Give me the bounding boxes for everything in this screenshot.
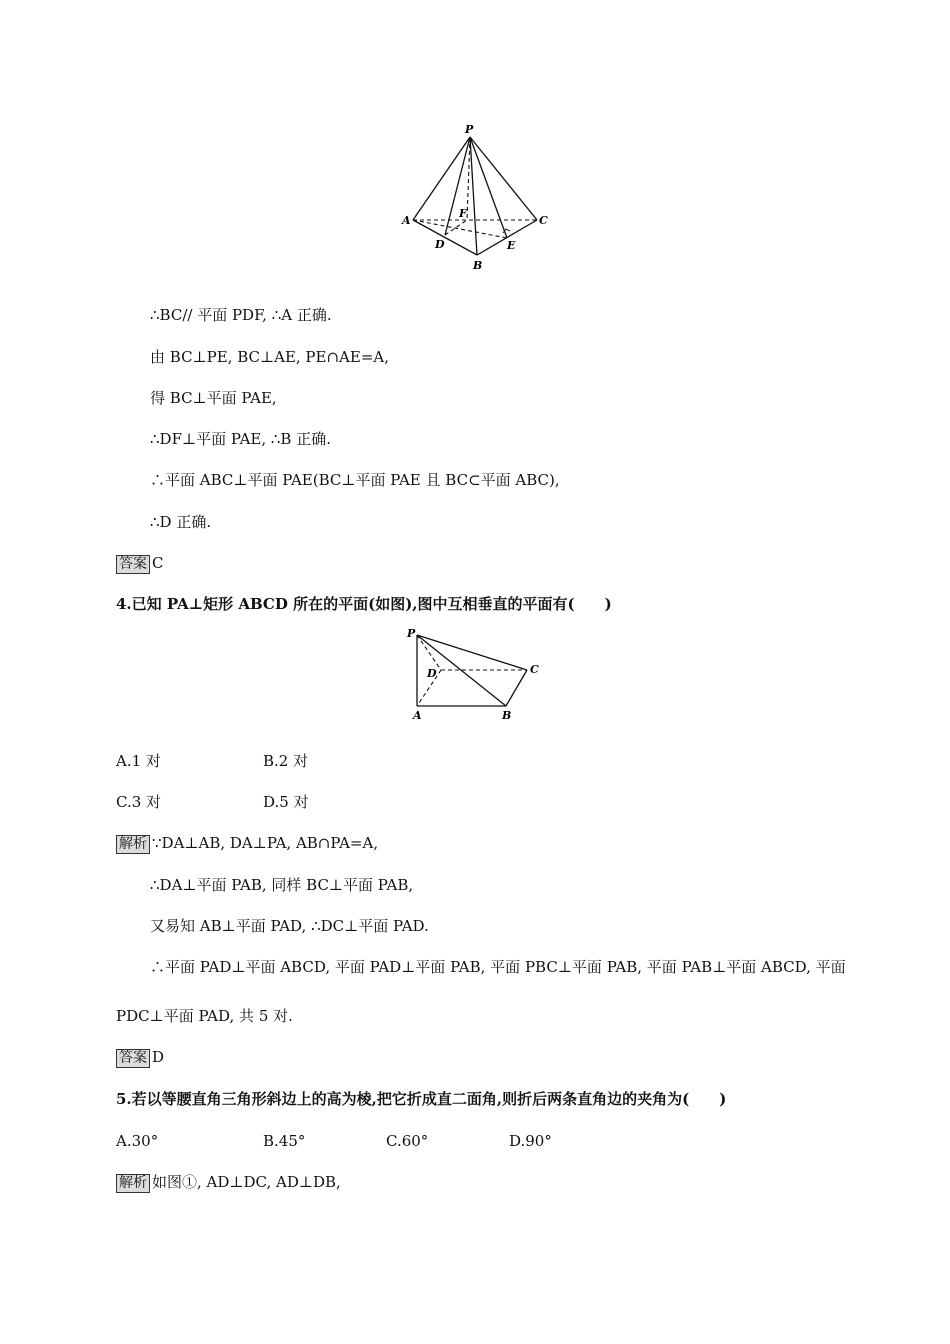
analysis-row-5 [116,1172,341,1193]
answer-tag: 答案 [116,1049,150,1068]
label-c: C [530,663,539,676]
pyramid-figure-2 [405,626,555,726]
label-b: B [502,709,512,722]
proof-line-6: ∴D 正确. [150,513,212,531]
proof-line-5: ∴平面 ABC⊥平面 PAE(BC⊥平面 PAE 且 BC⊂平面 ABC), [150,471,560,489]
analysis-line-3: 又易知 AB⊥平面 PAD, ∴DC⊥平面 PAD. [150,917,429,935]
option-a: A.30° [116,1132,159,1150]
pyramid-figure-1 [395,120,565,275]
label-b: B [473,259,483,272]
option-c: C.3 对 [116,793,162,811]
analysis-line-2: ∴DA⊥平面 PAB, 同样 BC⊥平面 PAB, [150,876,414,894]
analysis-row-4 [116,833,378,854]
answer-row-3 [116,553,163,574]
proof-line-3: 得 BC⊥平面 PAE, [150,389,277,407]
question-5-stem: 5.若以等腰直角三角形斜边上的高为棱,把它折成直二面角,则折后两条直角边的夹角为( ) [116,1090,727,1108]
analysis-tag: 解析 [116,835,150,854]
proof-line-2: 由 BC⊥PE, BC⊥AE, PE∩AE=A, [150,348,389,366]
proof-line-1: ∴BC// 平面 PDF, ∴A 正确. [150,306,332,324]
label-a: A [402,214,411,227]
label-p: P [465,123,474,136]
option-b: B.45° [263,1132,306,1150]
answer-value: D [152,1048,165,1066]
proof-line-4: ∴DF⊥平面 PAE, ∴B 正确. [150,430,331,448]
option-b: B.2 对 [263,752,309,770]
analysis-tag: 解析 [116,1174,150,1193]
analysis-line-5: PDC⊥平面 PAD, 共 5 对. [116,1007,293,1025]
label-e: E [507,239,516,252]
answer-value: C [152,554,164,572]
label-p: P [407,627,416,640]
label-f: F [459,207,467,220]
answer-row-4 [116,1047,164,1068]
option-c: C.60° [386,1132,429,1150]
label-c: C [539,214,548,227]
option-a: A.1 对 [116,752,161,770]
label-a: A [413,709,422,722]
label-d: D [427,667,437,680]
question-4-stem: 4.已知 PA⊥矩形 ABCD 所在的平面(如图),图中互相垂直的平面有( ) [116,595,612,613]
analysis-line-1: 如图①, AD⊥DC, AD⊥DB, [152,1173,341,1191]
analysis-line-1: ∵DA⊥AB, DA⊥PA, AB∩PA=A, [152,834,379,852]
option-d: D.5 对 [263,793,309,811]
analysis-line-4: ∴平面 PAD⊥平面 ABCD, 平面 PAD⊥平面 PAB, 平面 PBC⊥平面 PAB, 平面 PAB⊥平面 ABCD, 平面 [150,958,846,976]
label-d: D [435,238,445,251]
option-d: D.90° [509,1132,552,1150]
answer-tag: 答案 [116,555,150,574]
